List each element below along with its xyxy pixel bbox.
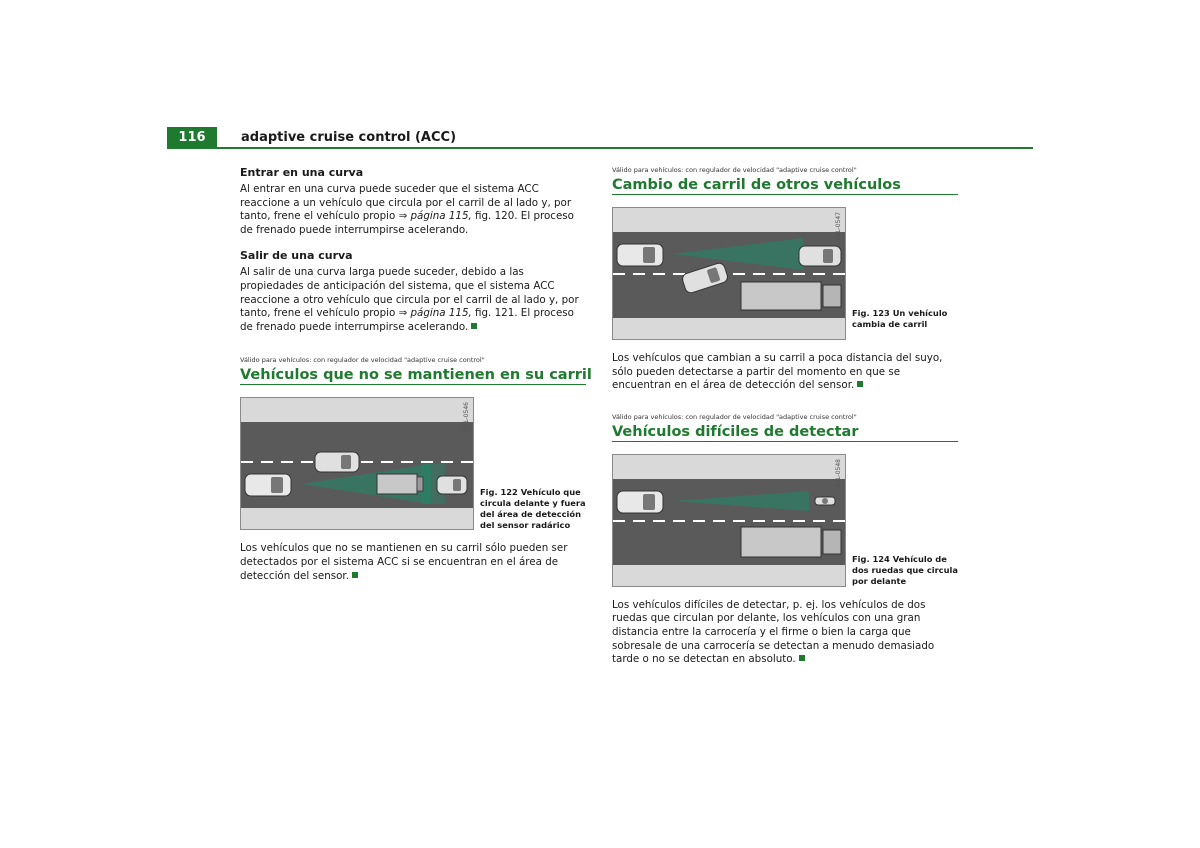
fig-122-illustration bbox=[240, 397, 474, 530]
validity-note: Válido para vehículos: con regulador de velocidad "adaptive cruise control" bbox=[612, 412, 857, 421]
end-mark bbox=[471, 323, 477, 329]
page-ref-link[interactable]: página 115, bbox=[410, 307, 472, 320]
car-ahead bbox=[799, 246, 841, 266]
curve-out-text: Al salir de una curva larga puede suceder, debido a las propiedades de anticipación del sistema, que el sistema ACC reaccione a otro vehículo que circula por el carril de al lado y, por tanto, frene el vehículo propio ⇒ página 115, fig. 121. El proceso de frenado puede interrumpirse acelerando. bbox=[240, 266, 579, 333]
curve-in-text: Al entrar en una curva puede suceder que el sistema ACC reaccione a un vehículo que circula por el carril de al lado y, por tanto, frene el vehículo propio ⇒ página 115, fig. 120. El proceso de frenado puede interrumpirse acelerando. bbox=[240, 183, 574, 236]
section-text: Los vehículos que cambian a su carril a poca distancia del suyo, sólo pueden detectarse a partir del momento en que se encuentran en el área de detección del sensor. bbox=[612, 352, 943, 392]
section-title: Vehículos que no se mantienen en su carril bbox=[240, 367, 592, 384]
car-ahead bbox=[437, 476, 467, 494]
section-text: Los vehículos difíciles de detectar, p. ej. los vehículos de dos ruedas que circulan por delante, los vehículos con una gran distancia entre la carrocería y el firme o bien la carga que sobresale de una carrocería se detectan a menudo demasiado tarde o no se detectan en absoluto. bbox=[612, 598, 935, 666]
truck bbox=[741, 527, 841, 557]
section-title: Vehículos difíciles de detectar bbox=[612, 424, 958, 442]
figure-caption: Fig. 122 Vehículo que circula delante y fuera del área de detección del sensor radárico bbox=[480, 487, 586, 530]
right-column bbox=[612, 166, 958, 675]
figure-caption: Fig. 123 Un vehículo cambia de carril bbox=[852, 308, 948, 330]
curve-out-heading: Salir de una curva bbox=[240, 249, 353, 263]
end-mark bbox=[352, 572, 358, 578]
left-column bbox=[240, 166, 592, 591]
curve-in-heading: Entrar en una curva bbox=[240, 166, 364, 179]
section-title: Cambio de carril de otros vehículos bbox=[612, 177, 958, 195]
page-ref-link[interactable]: página 115, bbox=[410, 210, 472, 223]
section-text: Los vehículos que no se mantienen en su carril sólo pueden ser detectados por el sistema ACC si se encuentran en el área de detección del sensor. bbox=[240, 542, 568, 582]
figure-code: B4L-0548 bbox=[835, 458, 842, 488]
own-car bbox=[617, 244, 663, 266]
figure-124 bbox=[612, 454, 958, 587]
figure-caption: Fig. 124 Vehículo de dos ruedas que circula por delante bbox=[852, 554, 958, 586]
car-adjacent-lane bbox=[315, 452, 359, 472]
own-car bbox=[245, 474, 291, 496]
own-car bbox=[617, 491, 663, 513]
validity-note: Válido para vehículos: con regulador de velocidad "adaptive cruise control" bbox=[612, 166, 857, 174]
motorcycle bbox=[815, 497, 835, 505]
end-mark bbox=[857, 381, 863, 387]
page-number: 116 bbox=[167, 127, 217, 149]
figure-123 bbox=[612, 207, 958, 340]
truck bbox=[741, 282, 841, 310]
figure-code: B4L-0547 bbox=[835, 212, 842, 241]
figure-122 bbox=[240, 397, 586, 530]
validity-note: Válido para vehículos: con regulador de velocidad "adaptive cruise control" bbox=[240, 356, 485, 365]
end-mark bbox=[799, 655, 805, 661]
fig-124-illustration bbox=[612, 454, 846, 587]
header-rule bbox=[167, 147, 1033, 149]
fig-123-illustration bbox=[612, 207, 846, 340]
figure-code: B4L-0546 bbox=[463, 402, 470, 431]
truck bbox=[377, 474, 423, 494]
chapter-title: adaptive cruise control (ACC) bbox=[241, 130, 457, 145]
